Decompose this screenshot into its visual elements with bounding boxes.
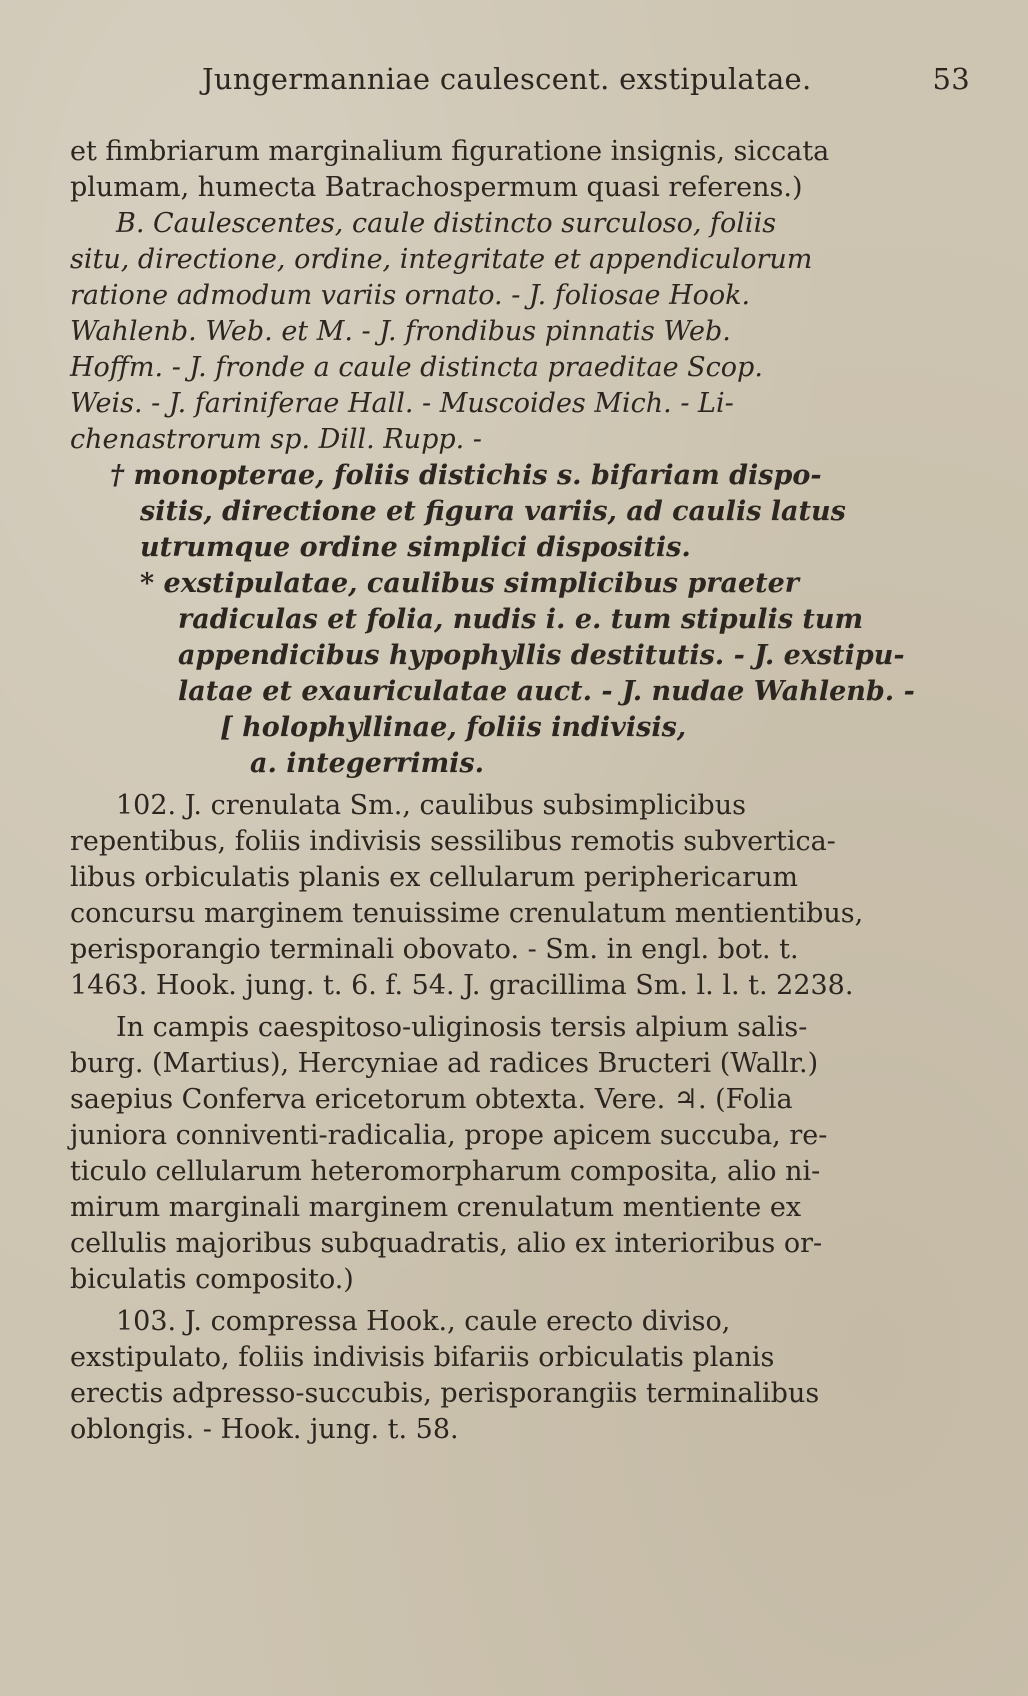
text-line: exstipulato, foliis indivisis bifariis orbiculatis planis	[70, 1342, 775, 1373]
text-line: concursu marginem tenuissime crenulatum mentientibus,	[70, 898, 864, 929]
text-line: biculatis composito.)	[70, 1264, 354, 1295]
text-line: Wahlenb. Web. et M. - J. frondibus pinnatis Web.	[70, 316, 731, 347]
text-line: saepius Conferva ericetorum obtexta. Vere. ♃. (Folia	[70, 1084, 793, 1115]
text-line: radiculas et folia, nudis i. e. tum stipulis tum	[178, 604, 864, 635]
text-line: perisporangio terminali obovato. - Sm. in engl. bot. t.	[70, 934, 799, 965]
text-line: burg. (Martius), Hercyniae ad radices Bructeri (Wallr.)	[70, 1048, 819, 1079]
subsection-heading-line: † monopterae, foliis distichis s. bifariam dispo-	[110, 460, 822, 491]
text-line: situ, directione, ordine, integritate et appendiculorum	[70, 244, 813, 275]
text-line: libus orbiculatis planis ex cellularum periphericarum	[70, 862, 798, 893]
text-line: plumam, humecta Batrachospermum quasi referens.)	[70, 172, 803, 203]
text-line: latae et exauriculatae auct. - J. nudae Wahlenb. -	[178, 676, 915, 707]
text-line: oblongis. - Hook. jung. t. 58.	[70, 1414, 459, 1445]
text-line: 1463. Hook. jung. t. 6. f. 54. J. gracillima Sm. l. l. t. 2238.	[70, 970, 854, 1001]
habitat-paragraph: In campis caespitoso-uliginosis tersis alpium salis-	[116, 1012, 808, 1043]
text-line: appendicibus hypophyllis destitutis. - J. exstipu-	[178, 640, 905, 671]
text-line: cellulis majoribus subquadratis, alio ex interioribus or-	[70, 1228, 823, 1259]
text-line: chenastrorum sp. Dill. Rupp. -	[70, 424, 482, 455]
text-line: sitis, directione et figura variis, ad caulis latus	[140, 496, 846, 527]
subsection-heading-line: a. integerrimis.	[250, 748, 485, 779]
running-title: Jungermanniae caulescent. exstipulatae.	[202, 62, 812, 96]
section-heading-line: B. Caulescentes, caule distincto surculoso, foliis	[116, 208, 777, 239]
book-page	[70, 58, 970, 1658]
text-line: repentibus, foliis indivisis sessilibus remotis subvertica-	[70, 826, 836, 857]
page-number: 53	[932, 62, 970, 96]
page-body	[70, 134, 970, 1448]
text-line: ratione admodum variis ornato. - J. foliosae Hook.	[70, 280, 751, 311]
page-header	[70, 58, 970, 106]
text-line: juniora conniventi-radicalia, prope apicem succuba, re-	[70, 1120, 828, 1151]
text-line: erectis adpresso-succubis, perisporangiis terminalibus	[70, 1378, 820, 1409]
species-entry-102: 102. J. crenulata Sm., caulibus subsimplicibus	[116, 790, 746, 821]
subsection-heading-line: * exstipulatae, caulibus simplicibus praeter	[140, 568, 799, 599]
text-line: Weis. - J. fariniferae Hall. - Muscoides Mich. - Li-	[70, 388, 734, 419]
species-entry-103: 103. J. compressa Hook., caule erecto diviso,	[116, 1306, 731, 1337]
text-line: et fimbriarum marginalium figuratione insignis, siccata	[70, 136, 830, 167]
text-line: utrumque ordine simplici dispositis.	[140, 532, 691, 563]
subsection-heading-line: [ holophyllinae, foliis indivisis,	[220, 712, 687, 743]
text-line: ticulo cellularum heteromorpharum composita, alio ni-	[70, 1156, 821, 1187]
text-line: Hoffm. - J. fronde a caule distincta praeditae Scop.	[70, 352, 763, 383]
text-line: mirum marginali marginem crenulatum mentiente ex	[70, 1192, 802, 1223]
